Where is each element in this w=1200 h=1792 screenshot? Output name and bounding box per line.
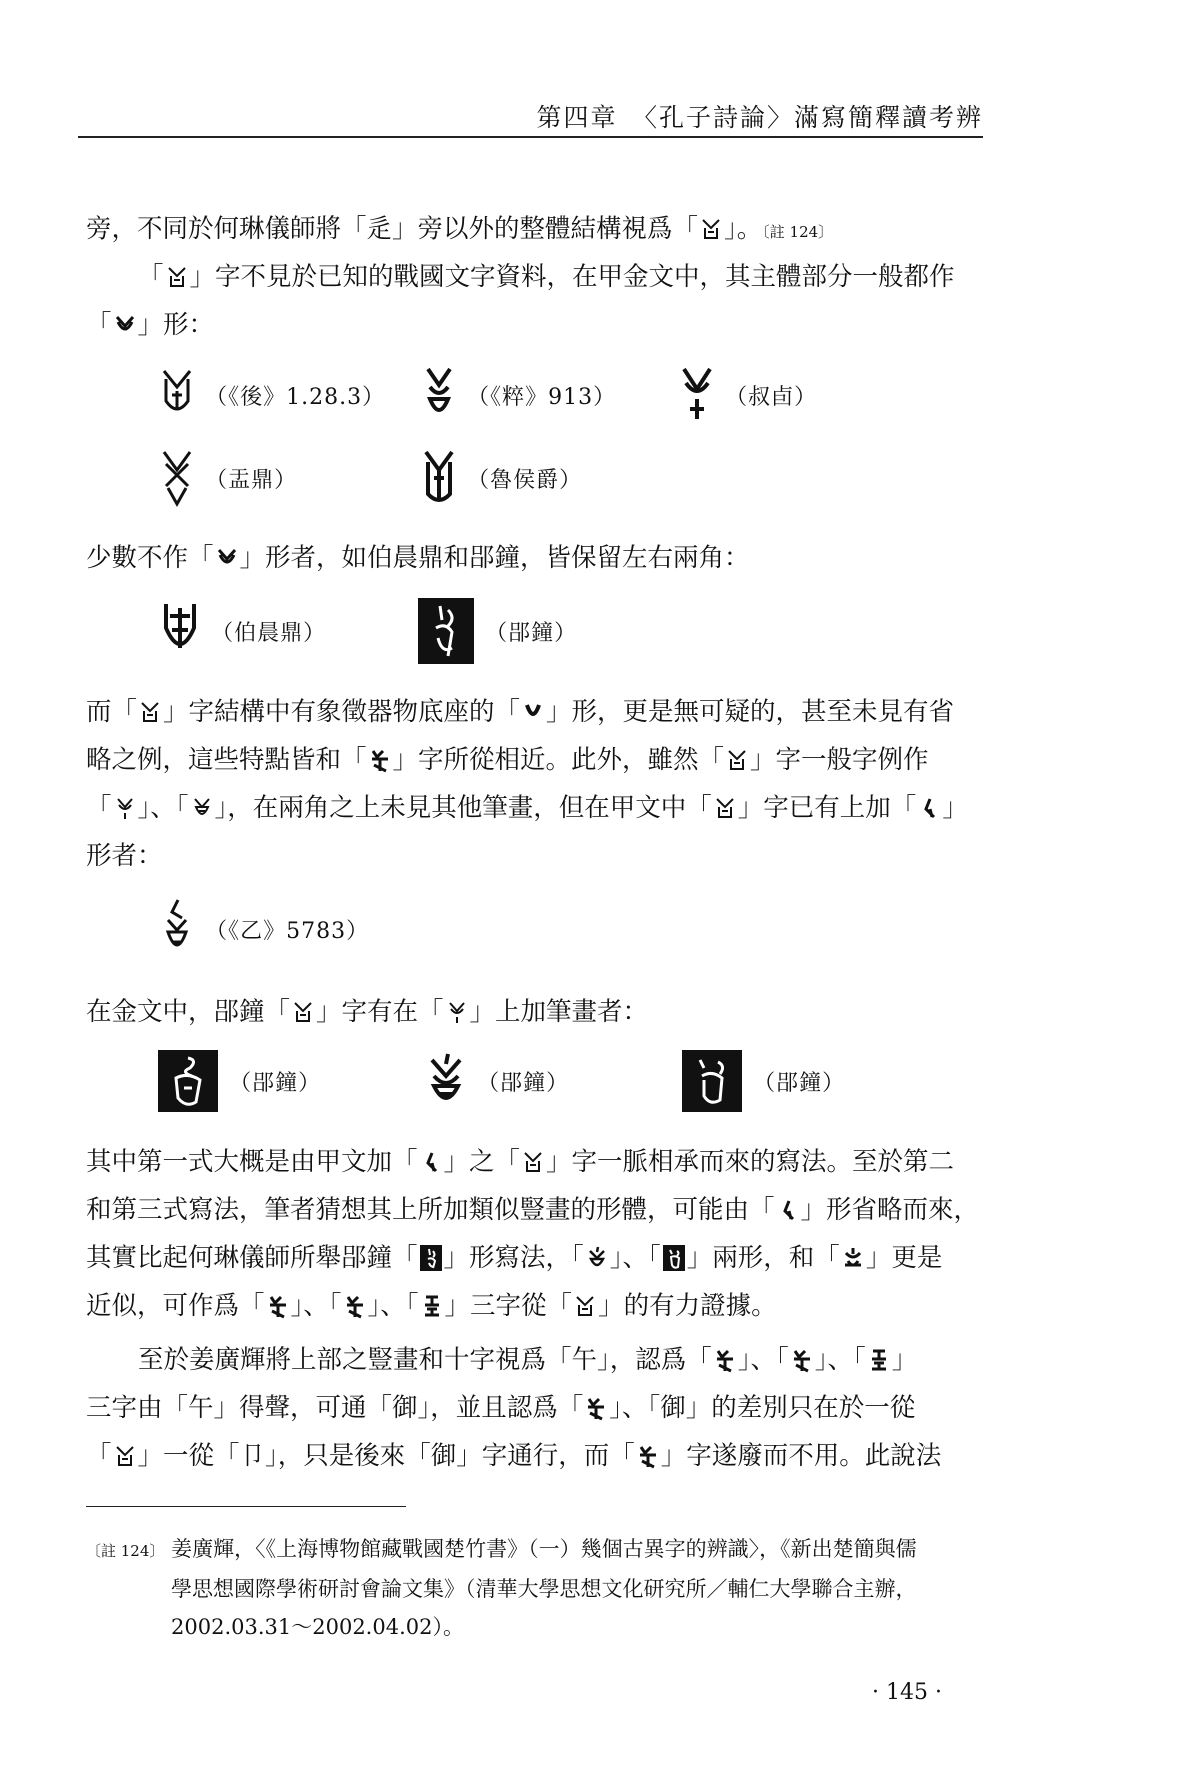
- oracle-glyph-icon: [160, 448, 194, 508]
- bronze-glyph-icon: [586, 1245, 608, 1271]
- example-item: [160, 598, 326, 664]
- text-run: 略之例，這些特點皆和「: [86, 745, 367, 775]
- text-run: 」字所從相近。此外，雖然「: [392, 745, 725, 775]
- example-source: （郘鐘）: [485, 620, 578, 646]
- text-run: 「: [86, 793, 112, 823]
- text-run: 」一從「卩」，只是後來「御」字通行，而「: [137, 1441, 635, 1471]
- oracle-glyph-icon: [422, 365, 456, 425]
- rubbing-glyph-icon: [420, 1245, 442, 1271]
- paragraph-6-line-4: [86, 1282, 986, 1330]
- text-run: 」、「: [367, 1291, 419, 1321]
- text-run: 」字已有上加「: [737, 793, 917, 823]
- paragraph-5: [86, 988, 986, 1036]
- text-run: 」字一脈相承而來的寫法。至於第二: [546, 1147, 955, 1177]
- seal-glyph-icon: [726, 747, 748, 773]
- paragraph-6-line-1: [86, 1138, 986, 1186]
- text-run: 形者：: [86, 841, 163, 871]
- example-source: （盂鼎）: [205, 467, 298, 493]
- running-header: [78, 96, 983, 138]
- text-run: 「: [86, 310, 112, 340]
- text-run: 」、「: [737, 1345, 789, 1375]
- example-item: [160, 365, 385, 425]
- text-run: 」、「: [609, 1243, 661, 1273]
- paragraph-3: [86, 534, 986, 582]
- text-run: 」之「: [443, 1147, 521, 1177]
- example-row-5: [158, 1050, 938, 1120]
- text-run: 」、「: [137, 793, 189, 823]
- footnote-line-2: 學思想國際學術研討會論文集》（清華大學思想文化研究所／輔仁大學聯合主辦，: [171, 1577, 917, 1601]
- text-run: 和第三式寫法，筆者猜想其上所加類似豎畫的形體，可能由「: [86, 1195, 775, 1225]
- seal-glyph-icon: [292, 999, 314, 1025]
- example-item: [158, 1050, 321, 1112]
- oracle-glyph-icon: [191, 795, 213, 821]
- paragraph-6-line-2: [86, 1186, 986, 1234]
- example-item: [160, 448, 297, 508]
- text-run: 在金文中，郘鐘「: [86, 997, 291, 1027]
- text-run: 」上加筆畫者：: [469, 997, 649, 1027]
- horn-glyph-icon: [216, 545, 238, 571]
- bronze-glyph-icon: [426, 1050, 466, 1112]
- bamboo-glyph-icon: [344, 1293, 366, 1319]
- oracle-glyph-icon: [422, 448, 456, 508]
- footnote-rule: [86, 1506, 406, 1507]
- text-run: 」更是: [865, 1243, 943, 1273]
- text-run: 至於姜廣輝將上部之豎畫和十字視爲「午」，認爲「: [138, 1345, 712, 1375]
- bamboo-glyph-icon: [791, 1347, 813, 1373]
- footnote-line-1: [86, 1530, 986, 1570]
- text-run: 」形者，如伯晨鼎和郘鐘，皆保留左右兩角：: [239, 543, 750, 573]
- bamboo-glyph-icon: [637, 1443, 659, 1469]
- base-glyph-icon: [522, 699, 544, 725]
- text-run: 其實比起何琳儀師所舉郘鐘「: [86, 1243, 418, 1273]
- seal-glyph-icon: [114, 1443, 136, 1469]
- seal-glyph-icon: [574, 1293, 596, 1319]
- example-item: [426, 1050, 569, 1112]
- example-row-1: [160, 365, 920, 435]
- example-item: [682, 1050, 845, 1112]
- rubbing-glyph-icon: [663, 1245, 685, 1271]
- example-item: [160, 896, 369, 962]
- paragraph-6-line-3: [86, 1234, 986, 1282]
- stroke-glyph-icon: [918, 795, 940, 821]
- example-item: [680, 365, 817, 425]
- paragraph-7-line-2: [86, 1384, 986, 1432]
- seal-glyph-icon: [700, 216, 722, 242]
- example-source: （叔卣）: [725, 384, 818, 410]
- seal-glyph-icon: [522, 1149, 544, 1175]
- text-run: 」形：: [137, 310, 215, 340]
- text-run: 三字由「午」得聲，可通「御」，並且認爲「: [86, 1393, 584, 1423]
- text-run: 少數不作「: [86, 543, 214, 573]
- bamboo-glyph-icon: [842, 1245, 864, 1271]
- example-source: （郘鐘）: [477, 1070, 570, 1096]
- text-run: 」，在兩角之上未見其他筆畫，但在甲文中「: [214, 793, 712, 823]
- paragraph-2-line-2: [86, 301, 986, 349]
- seal-glyph-icon: [139, 699, 161, 725]
- paragraph-7-line-3: [86, 1432, 986, 1480]
- seal-glyph-icon: [166, 264, 188, 290]
- paragraph-4-line-2: [86, 736, 986, 784]
- example-row-4: [160, 896, 460, 966]
- text-run: 而「: [86, 697, 138, 727]
- text-run: 」、「: [814, 1345, 866, 1375]
- footnote: [86, 1530, 986, 1646]
- example-item: [422, 365, 616, 425]
- example-source: （魯侯爵）: [467, 467, 583, 493]
- paragraph-4-line-1: [86, 688, 986, 736]
- text-run: 」形，更是無可疑的，甚至未見有省: [546, 697, 955, 727]
- text-run: 」: [942, 793, 968, 823]
- seal-glyph-icon: [714, 795, 736, 821]
- example-source: （郘鐘）: [229, 1070, 322, 1096]
- page-number: · 145 ·: [872, 1680, 942, 1705]
- stroke-glyph-icon: [777, 1197, 799, 1223]
- example-item: [418, 598, 577, 664]
- bamboo-glyph-icon: [369, 747, 391, 773]
- example-source: （郘鐘）: [753, 1070, 846, 1096]
- oracle-glyph-icon: [160, 896, 194, 962]
- text-run: 近似，可作爲「: [86, 1291, 265, 1321]
- bamboo-glyph-icon: [267, 1293, 289, 1319]
- paragraph-4-line-3: [86, 784, 986, 832]
- paragraph-4-line-4: [86, 832, 986, 880]
- oracle-glyph-icon: [680, 365, 714, 425]
- example-item: [422, 448, 582, 508]
- footnote-text: 姜廣輝，〈《上海博物館藏戰國楚竹書》（一）幾個古異字的辨識〉，《新出楚簡與儒: [171, 1537, 917, 1561]
- text-run: 」字不見於已知的戰國文字資料，在甲金文中，其主體部分一般都作: [189, 262, 955, 292]
- stroke-glyph-icon: [420, 1149, 442, 1175]
- running-title: 第四章 〈孔子詩論〉滿寫簡釋讀考辨: [536, 103, 983, 132]
- bamboo-glyph-icon: [714, 1347, 736, 1373]
- bamboo-glyph-icon: [421, 1293, 443, 1319]
- text-run: 」字有在「: [316, 997, 444, 1027]
- paragraph-2-line-1: [86, 253, 1038, 301]
- text-run: 「: [138, 262, 164, 292]
- rubbing-glyph-icon: [418, 598, 474, 664]
- oracle-glyph-icon: [114, 795, 136, 821]
- text-run: 」三字從「: [444, 1291, 573, 1321]
- horn-glyph-icon: [114, 312, 136, 338]
- example-source: （伯晨鼎）: [211, 620, 327, 646]
- bronze-glyph-icon: [160, 598, 200, 664]
- text-run: 」字一般字例作: [750, 745, 929, 775]
- text-run: 」字結構中有象徵器物底座的「: [163, 697, 521, 727]
- rubbing-glyph-icon: [158, 1050, 218, 1112]
- example-source: （《粹》913）: [467, 384, 617, 410]
- paragraph-1: [86, 205, 986, 256]
- note-reference: 〔註 124〕: [762, 223, 834, 241]
- bamboo-glyph-icon: [868, 1347, 890, 1373]
- text-run: 」的有力證據。: [598, 1291, 777, 1321]
- example-row-3: [160, 598, 660, 668]
- text-run: 」、「: [290, 1291, 342, 1321]
- footnote-mark: 〔註 124〕: [86, 1542, 165, 1560]
- text-run: 」兩形，和「: [686, 1243, 840, 1273]
- text-run: 」。: [724, 214, 763, 244]
- example-source: （《後》1.28.3）: [205, 384, 386, 410]
- text-run: 」: [891, 1345, 918, 1375]
- example-row-2: [160, 448, 760, 518]
- text-run: 「: [86, 1441, 112, 1471]
- text-run: 」字遂廢而不用。此說法: [660, 1441, 942, 1471]
- text-run: 旁，不同於何琳儀師將「辵」旁以外的整體結構視爲「: [86, 214, 699, 244]
- text-run: 其中第一式大概是由甲文加「: [86, 1147, 418, 1177]
- oracle-glyph-icon: [446, 999, 468, 1025]
- text-run: 」、「御」的差別只在於一從: [609, 1393, 916, 1423]
- text-run: 」形省略而來，: [800, 1195, 980, 1225]
- rubbing-glyph-icon: [682, 1050, 742, 1112]
- footnote-line-3: 2002.03.31～2002.04.02）。: [171, 1615, 464, 1639]
- example-source: （《乙》5783）: [205, 918, 370, 944]
- bamboo-glyph-icon: [585, 1395, 607, 1421]
- text-run: 」形寫法，「: [443, 1243, 584, 1273]
- paragraph-7-line-1: [86, 1336, 1038, 1384]
- oracle-glyph-icon: [160, 365, 194, 425]
